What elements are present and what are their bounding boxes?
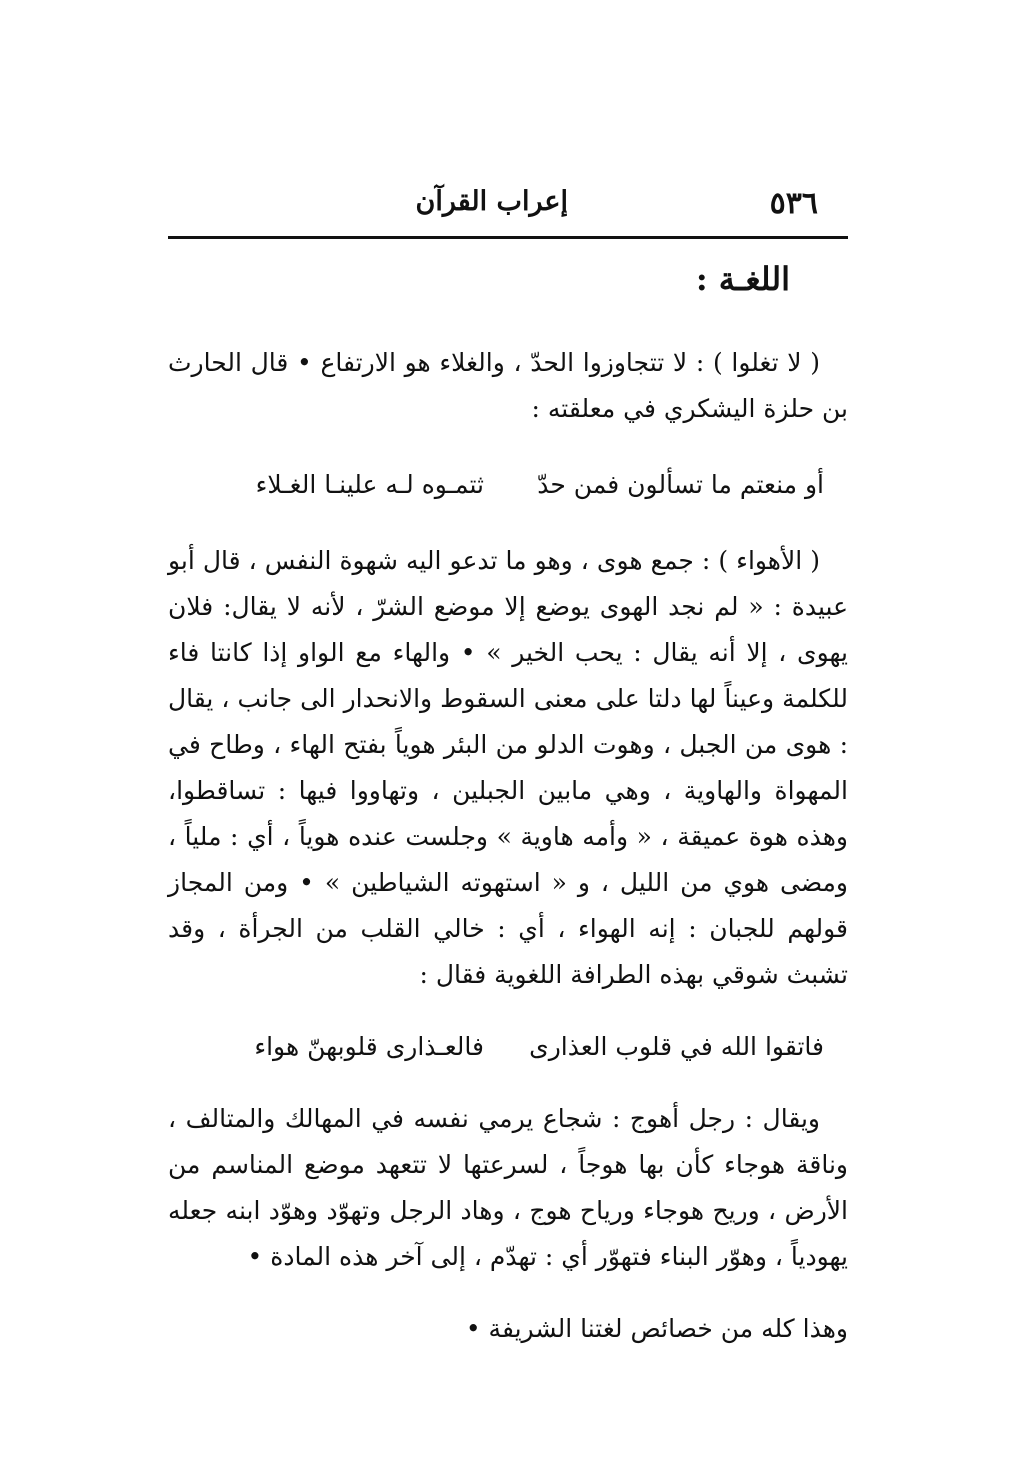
page-number: ٥٣٦ <box>769 186 818 221</box>
paragraph-ahwaj: ويقال : رجل أهوج : شجاع يرمي نفسه في المهالك والمتالف ، وناقة هوجاء كأن بها هوجاً ، لسرعتها لا تتعهد موضع المناسم من الأرض ، وريح هوجاء ورياح هوج ، وهاد الرجل وتهوّد وهوّد ابنه جعله يهودياً ، وهوّر البناء فتهوّر أي : تهدّم ، إلى آخر هذه المادة • <box>168 1104 848 1271</box>
paragraph-al-ahwa: ( الأهواء ) : جمع هوى ، وهو ما تدعو اليه شهوة النفس ، قال أبو عبيدة : « لم نجد الهوى يوضع إلا موضع الشرّ ، لأنه لا يقال: فلان يهوى ، إلا أنه يقال : يحب الخير » • والهاء مع الواو إذا كانتا فاء للكلمة وعيناً لها دلتا على معنى السقوط والانحدار الى جانب ، يقال : هوى من الجبل ، وهوت الدلو من البئر هوياً بفتح الهاء ، وطاح في المهواة والهاوية ، وهي مابين الجبلين ، وتهاووا فيها : تساقطوا، وهذه هوة عميقة ، « وأمه هاوية » وجلست عنده هوياً ، أي : ملياً ، ومضى هوي من الليل ، و « استهوته الشياطين » • ومن المجاز قولهم للجبان : إنه الهواء ، أي : خالي القلب من الجرأة ، وقد تشبث شوقي بهذه الطرافة اللغوية فقال : <box>168 546 848 989</box>
verse-first-hemistich: فاتقوا الله في قلوب العذارى <box>529 1032 824 1061</box>
paragraph-closing: وهذا كله من خصائص لغتنا الشريفة • <box>465 1314 848 1343</box>
running-title: إعراب القرآن <box>415 186 568 217</box>
verse-harith <box>168 462 848 508</box>
paragraph-la-taghlu: ( لا تغلوا ) : لا تتجاوزوا الحدّ ، والغلاء هو الارتفاع • قال الحارث بن حلزة اليشكري في معلقته : <box>168 348 848 423</box>
section-heading: اللغـة : <box>695 260 790 298</box>
verse-second-hemistich: فالعـذارى قلوبهنّ هواء <box>254 1032 484 1061</box>
page-header <box>168 180 848 232</box>
verse-first-hemistich: أو منعتم ما تسألون فمن حدّ <box>537 470 824 499</box>
verse-shawqi <box>168 1024 848 1070</box>
header-divider <box>168 236 848 239</box>
page-body <box>168 250 848 1352</box>
verse-second-hemistich: ثتمـوه لـه علينـا الغـلاء <box>255 470 484 499</box>
